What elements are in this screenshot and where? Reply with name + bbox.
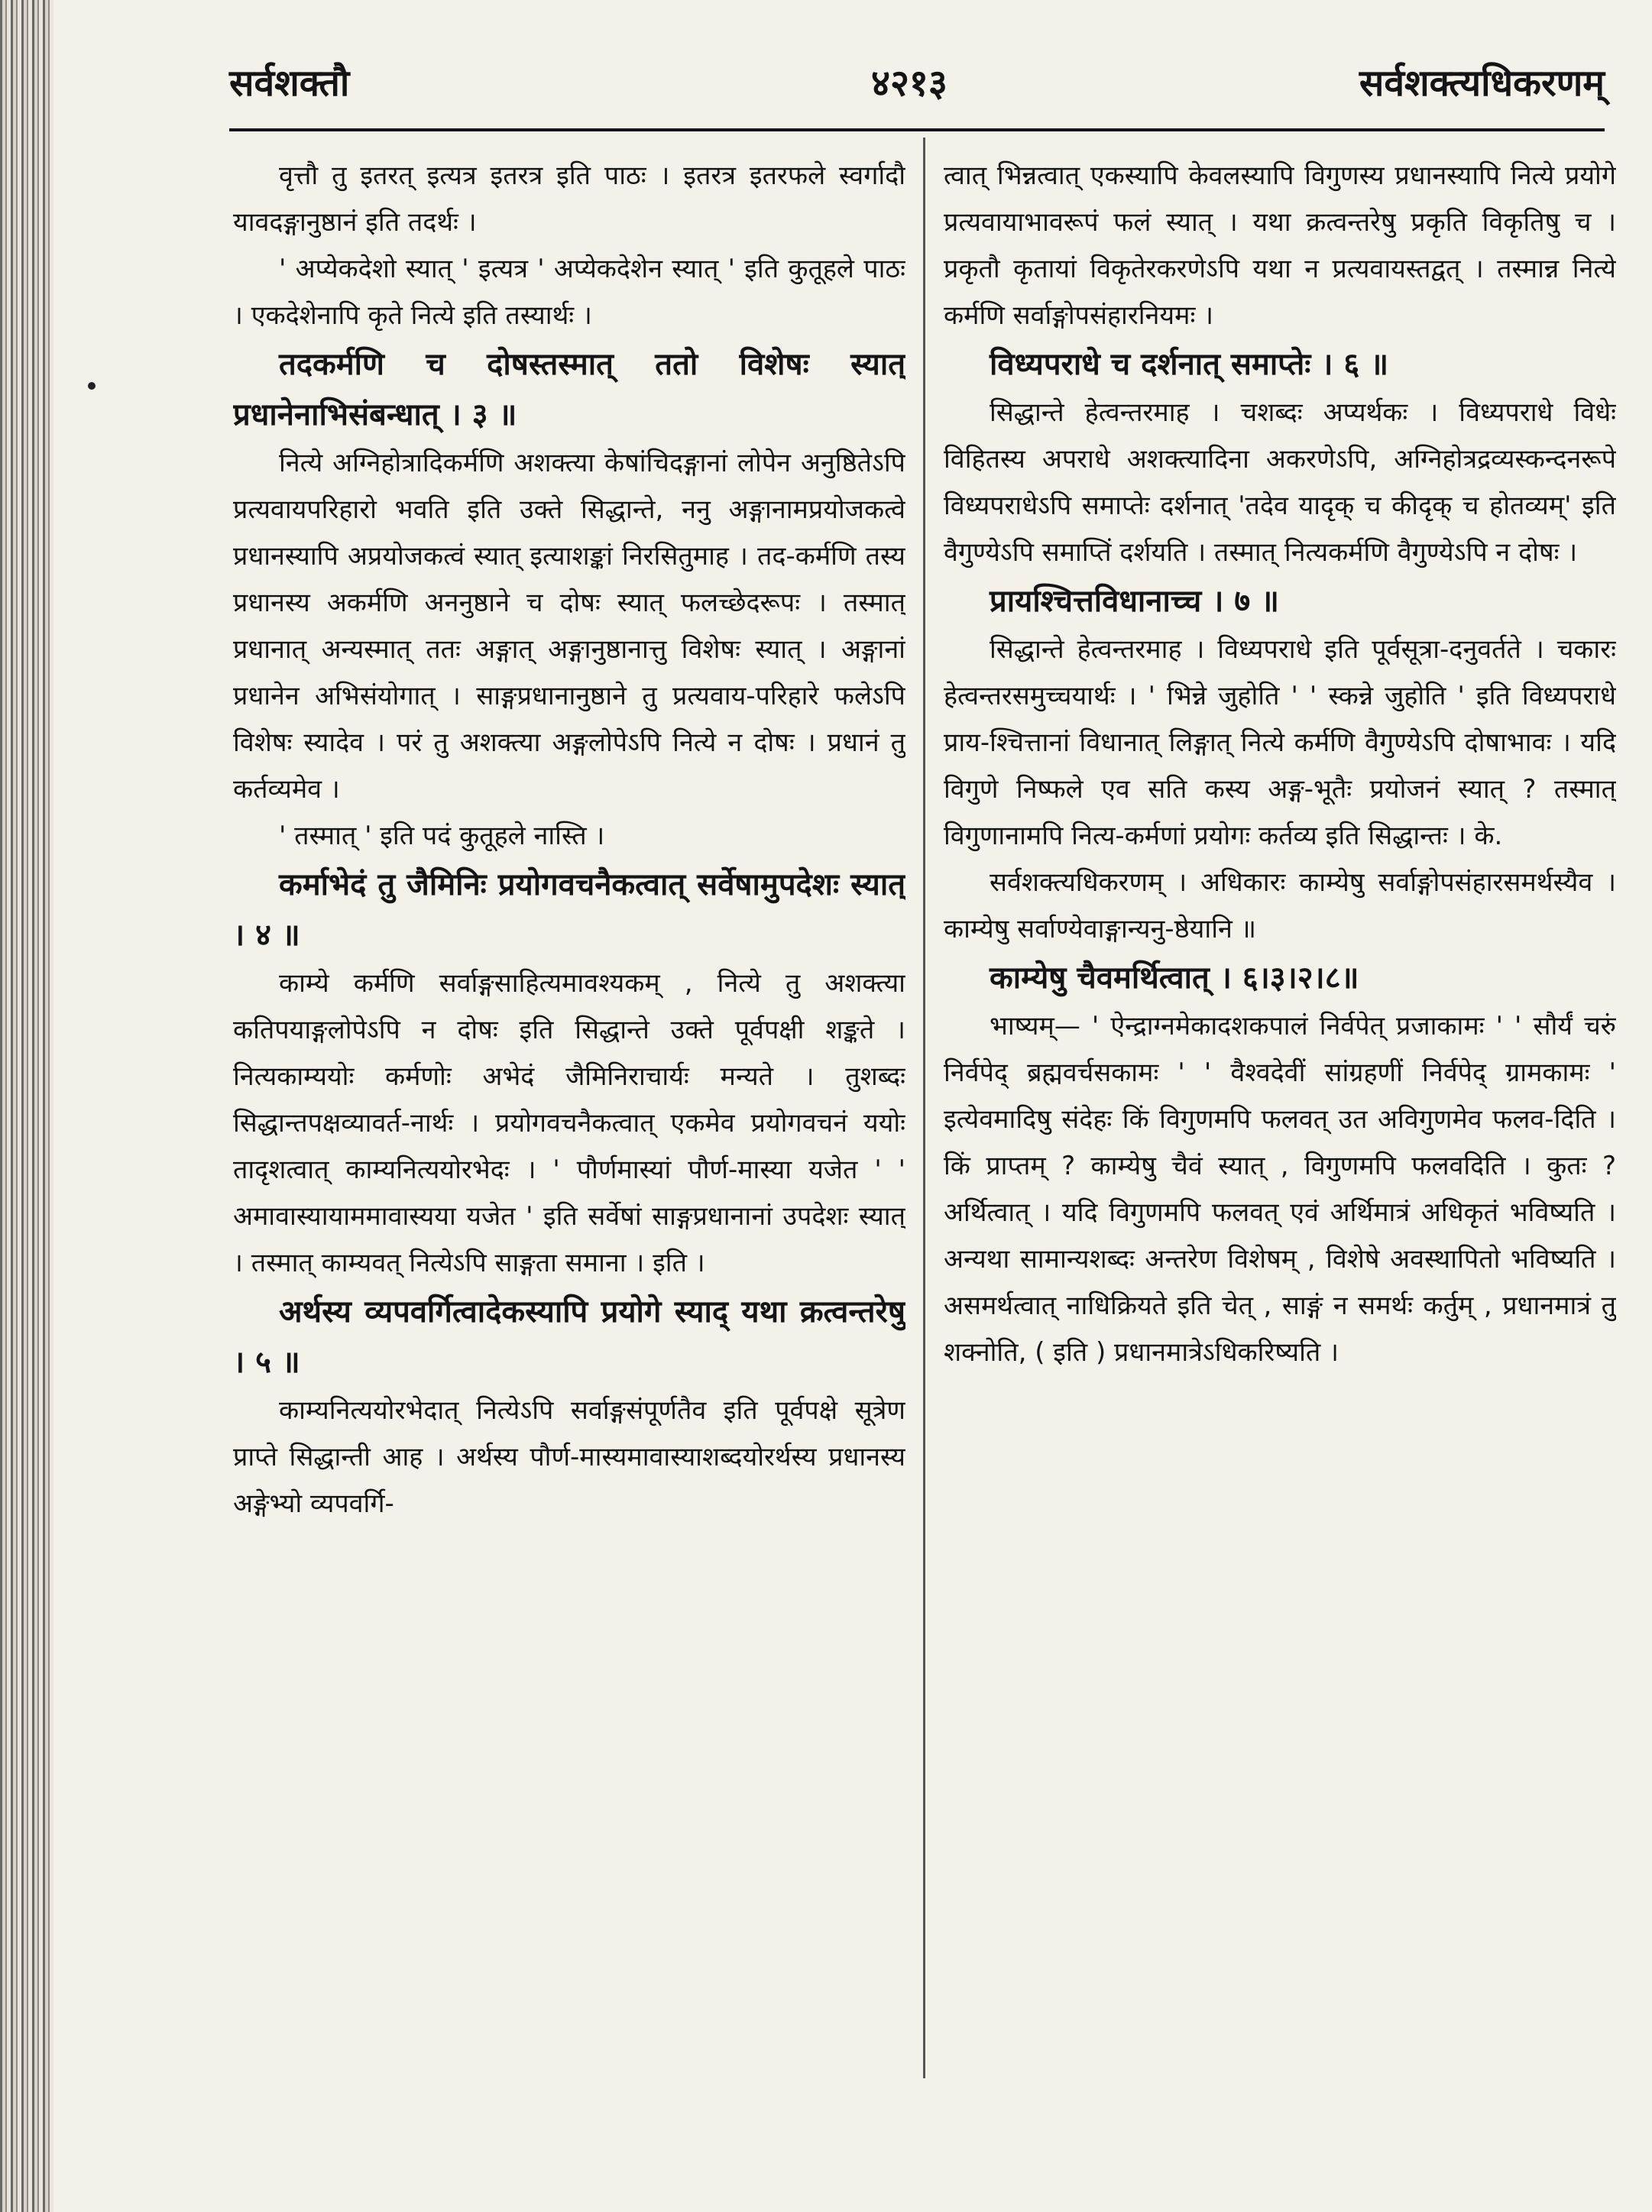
paragraph: वृत्तौ तु इतरत् इत्यत्र इतरत्र इति पाठः । इतरत्र इतरफले स्वर्गादौ यावदङ्गानुष्ठानं इति तदर्थः । — [233, 160, 905, 238]
sutra-7: प्रायश्चित्तविधानाच्च । ७ ॥ — [990, 584, 1280, 619]
paragraph: नित्ये अग्निहोत्रादिकर्मणि अशक्त्या केषांचिदङ्गानां लोपेन अनुष्ठितेऽपि प्रत्यवायपरिहारो भवति इति उक्ते सिद्धान्ते, ननु अङ्गानामप्रयोजकत्वे प्रधानस्यापि अप्रयोजकत्वं स्यात् इत्याशङ्कां निरसितुमाह । तद-कर्मणि तस्य प्रधानस्य अकर्मणि अननुष्ठाने च दोषः स्यात् फलच्छेदरूपः । तस्मात् प्रधानात् अन्यस्मात् ततः अङ्गात् अङ्गानुष्ठानात्तु विशेषः स्यात् । अङ्गानां प्रधानेन अभिसंयोगात् । साङ्गप्रधानानुष्ठाने तु प्रत्यवाय-परिहारे फलेऽपि विशेषः स्यादेव । परं तु अशक्त्या अङ्गलोपेऽपि नित्ये न दोषः । प्रधानं तु कर्तव्यमेव । — [233, 448, 905, 805]
page-header — [229, 57, 1605, 118]
binding-edge — [0, 0, 53, 2212]
header-right-title: सर्वशक्त्यधिकरणम् — [1359, 62, 1605, 105]
header-rule — [229, 128, 1605, 131]
sutra-3: तदकर्मणि च दोषस्तस्मात् ततो विशेषः स्यात् प्रधानेनाभिसंबन्धात् । ३ ॥ — [233, 347, 905, 432]
page-number: ४२१३ — [871, 62, 947, 105]
paragraph: काम्यनित्ययोरभेदात् नित्येऽपि सर्वाङ्गसंपूर्णतैव इति पूर्वपक्षे सूत्रेण प्राप्ते सिद्धान्ती आह । अर्थस्य पौर्ण-मास्यमावास्याशब्दयोरर्थस्य प्रधानस्य अङ्गेभ्यो व्यपवर्गि- — [233, 1395, 905, 1519]
paragraph: सिद्धान्ते हेत्वन्तरमाह । विध्यपराधे इति पूर्वसूत्रा-दनुवर्तते । चकारः हेत्वन्तरसमुच्चयार्थः । ' भिन्ने जुहोति ' ' स्कन्ने जुहोति ' इति विध्यपराधे प्राय-श्चित्तानां विधानात् लिङ्गात् नित्ये कर्मणि वैगुण्येऽपि दोषाभावः । यदि विगुणे निष्फले एव सति कस्य अङ्ग-भूतैः प्रयोजनं स्यात् ? तस्मात् विगुणानामपि नित्य-कर्मणां प्रयोगः कर्तव्य इति सिद्धान्तः । के. — [944, 634, 1616, 851]
paragraph: त्वात् भिन्नत्वात् एकस्यापि केवलस्यापि विगुणस्य प्रधानस्यापि नित्ये प्रयोगे प्रत्यवायाभावरूपं फलं स्यात् । यथा क्रत्वन्तरेषु प्रकृति विकृतिषु च । प्रकृतौ कृतायां विकृतेरकरणेऽपि यथा न प्रत्यवायस्तद्वत् । तस्मान्न नित्ये कर्मणि सर्वाङ्गोपसंहारनियमः । — [944, 160, 1616, 331]
bhashya-paragraph: भाष्यम्— ' ऐन्द्राग्नमेकादशकपालं निर्वपेत् प्रजाकामः ' ' सौर्यं चरुं निर्वपेद् ब्रह्मवर्चसकामः ' ' वैश्वदेवीं सांग्रहणीं निर्वपेद् ग्रामकामः ' इत्येवमादिषु संदेहः किं विगुणमपि फलवत् उत अविगुणमेव फलव-दिति । किं प्राप्तम् ? काम्येषु चैवं स्यात् , विगुणमपि फलवदिति । कुतः ? अर्थित्वात् । यदि विगुणमपि फलवत् एवं अर्थिमात्रं अधिकृतं भविष्यति । अन्यथा सामान्यशब्दः अन्तरेण विशेषम् , विशेषे अवस्थापितो भविष्यति । असमर्थत्वात् नाधिक्रियते इति चेत् , साङ्गं न समर्थः कर्तुम् , प्रधानमात्रं तु शक्नोति, ( इति ) प्रधानमात्रेऽधिकरिष्यति । — [944, 1011, 1616, 1368]
paragraph: ' तस्मात् ' इति पदं कुतूहले नास्ति । — [279, 821, 605, 851]
left-column — [233, 153, 905, 2109]
right-column — [944, 153, 1616, 2109]
sutra-6: विध्यपराधे च दर्शनात् समाप्तेः । ६ ॥ — [990, 347, 1389, 382]
header-left-title: सर्वशक्तौ — [229, 62, 350, 105]
paragraph: काम्ये कर्मणि सर्वाङ्गसाहित्यमावश्यकम् , नित्ये तु अशक्त्या कतिपयाङ्गलोपेऽपि न दोषः इति सिद्धान्ते उक्ते पूर्वपक्षी शङ्कते । नित्यकाम्ययोः कर्मणोः अभेदं जैमिनिराचार्यः मन्यते । तुशब्दः सिद्धान्तपक्षव्यावर्त-नार्थः । प्रयोगवचनैकत्वात् एकमेव प्रयोगवचनं ययोः तादृशत्वात् काम्यनित्ययोरभेदः । ' पौर्णमास्यां पौर्ण-मास्या यजेत ' ' अमावास्यायाममावास्यया यजेत ' इति सर्वेषां साङ्गप्रधानानां उपदेशः स्यात् । तस्मात् काम्यवत् नित्येऽपि साङ्गता समाना । इति । — [233, 968, 905, 1278]
sutra-8: काम्येषु चैवमर्थित्वात् । ६।३।२।८॥ — [990, 960, 1359, 996]
ink-spot — [88, 382, 96, 390]
adhikarana-summary: सर्वशक्त्यधिकरणम् । अधिकारः काम्येषु सर्वाङ्गोपसंहारसमर्थस्यैव । काम्येषु सर्वाण्येवाङ्गान्यनु-ष्ठेयानि ॥ — [944, 867, 1616, 944]
sutra-5: अर्थस्य व्यपवर्गित्वादेकस्यापि प्रयोगे स्याद् यथा क्रत्वन्तरेषु । ५ ॥ — [233, 1294, 905, 1380]
column-divider — [923, 138, 925, 2078]
sutra-4: कर्माभेदं तु जैमिनिः प्रयोगवचनैकत्वात् सर्वेषामुपदेशः स्यात् । ४ ॥ — [233, 867, 905, 953]
paragraph: सिद्धान्ते हेत्वन्तरमाह । चशब्दः अप्यर्थकः । विध्यपराधे विधेः विहितस्य अपराधे अशक्त्यादिना अकरणेऽपि, अग्निहोत्रद्रव्यस्कन्दनरूपे विध्यपराधेऽपि समाप्तेः दर्शनात् 'तदेव यादृक् च कीदृक् च होतव्यम्' इति वैगुण्येऽपि समाप्तिं दर्शयति । तस्मात् नित्यकर्मणि वैगुण्येऽपि न दोषः । — [944, 397, 1616, 568]
paragraph: ' अप्येकदेशो स्यात् ' इत्यत्र ' अप्येकदेशेन स्यात् ' इति कुतूहले पाठः । एकदेशेनापि कृते नित्ये इति तस्यार्थः । — [233, 254, 905, 331]
